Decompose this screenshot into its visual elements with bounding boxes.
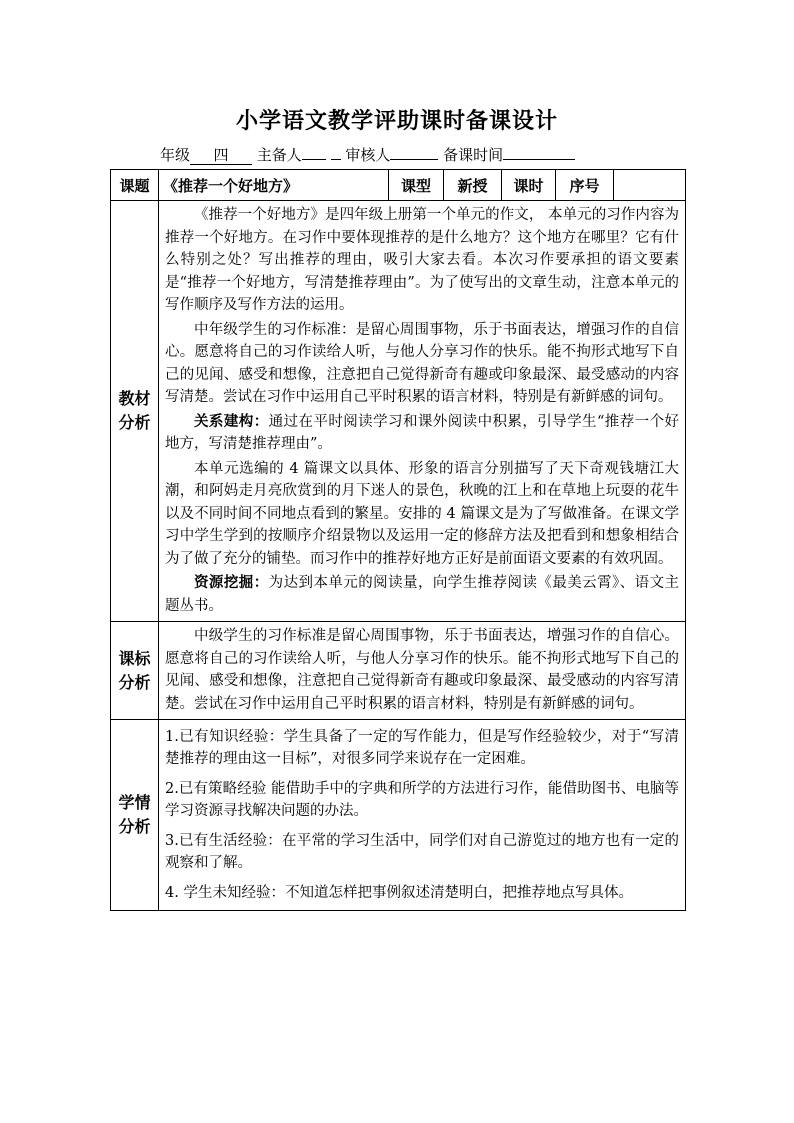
header-row xyxy=(111,170,686,201)
paragraph: 本单元选编的 4 篇课文以具体、形象的语言分别描写了天下奇观钱塘江大潮，和阿妈走月亮欣赏到的月下迷人的景色，秋晚的江上和在草地上玩耍的花牛以及不同时间不同地点看到的繁星。安排的 4 篇课文是为了写做准备。在课文学习中学生学到的按顺序介绍景物以及运用一定的修辞方法及把看到和想象相结合为了做了充分的铺垫。而习作中的推荐好地方正好是前面语文要素的有效巩固。 xyxy=(165,460,679,567)
list-item: 2.已有策略经验 能借助手中的字典和所学的方法进行习作，能借助图书、电脑等学习资源寻找解决问题的办法。 xyxy=(165,781,679,819)
textbook-analysis-content xyxy=(159,201,686,622)
preparer-label: 主备人 xyxy=(256,146,302,164)
lesson-plan-table xyxy=(110,169,686,911)
textbook-analysis-label: 教材 分析 xyxy=(111,201,159,622)
textbook-analysis-row xyxy=(111,201,686,622)
course-value: 《推荐一个好地方》 xyxy=(159,170,389,201)
paragraph: 资源挖掘：为达到本单元的阅读量，向学生推荐阅读《最美云霄》、语文主题丛书。 xyxy=(165,574,680,614)
curriculum-analysis-content xyxy=(159,622,686,720)
meta-line xyxy=(160,144,575,165)
list-item: 1.已有知识经验：学生具备了一定的写作能力，但是写作经验较少，对于“写清楚推荐的理由这一目标”，对很多同学来说存在一定困难。 xyxy=(165,729,679,767)
course-label: 课题 xyxy=(111,170,159,201)
grade-label: 年级 xyxy=(160,146,191,164)
paragraph: 关系建构：通过在平时阅读学习和课外阅读中积累，引导学生“推荐一个好地方，写清楚推荐理由”。 xyxy=(165,412,679,452)
reviewer-field xyxy=(390,159,438,160)
paragraph: 《推荐一个好地方》是四年级上册第一个单元的作文， 本单元的习作内容为推荐一个好地方。在习作中要体现推荐的是什么地方？这个地方在哪里？它有什么特别之处？写出推荐的理由，吸引大家去看。本次习作要承担的语文要素是“推荐一个好地方，写清楚推荐理由”。为了使写出的文章生动，注意本单元的写作顺序及写作方法的运用。 xyxy=(165,207,679,313)
list-item: 3.已有生活经验：在平常的学习生活中，同学们对自己游览过的地方也有一定的观察和了解。 xyxy=(165,833,679,871)
preparer-field xyxy=(302,159,326,160)
curriculum-analysis-label: 课标 分析 xyxy=(111,622,159,720)
time-field xyxy=(503,159,575,160)
grade-field: 四 xyxy=(190,147,252,165)
student-analysis-row xyxy=(111,720,686,911)
student-analysis-label: 学情 分析 xyxy=(111,720,159,911)
type-label: 课型 xyxy=(389,170,444,201)
page-title: 小学语文教学评助课时备课设计 xyxy=(235,108,558,134)
type-value: 新授 xyxy=(444,170,502,201)
preparer-field-tail xyxy=(331,159,341,160)
relation-heading: 关系建构： xyxy=(194,412,269,430)
seq-value xyxy=(614,170,686,201)
paragraph: 中级学生的习作标准是留心周围事物，乐于书面表达，增强习作的自信心。愿意将自己的习作读给人听，与他人分享习作的快乐。能不拘形式地写下自己的见闻、感受和想像，注意把自己觉得新奇有趣或印象最深、最受感动的内容写清楚。尝试在习作中运用自己平时积累的语言材料，特别是有新鲜感的词句。 xyxy=(165,628,679,712)
curriculum-analysis-row xyxy=(111,622,686,720)
paragraph: 中年级学生的习作标准：是留心周围事物，乐于书面表达，增强习作的自信心。愿意将自己的习作读给人听，与他人分享习作的快乐。能不拘形式地写下自己的见闻、感受和想像，注意把自己觉得新奇有趣或印象最深、最受感动的内容写清楚。尝试在习作中运用自己平时积累的语言材料，特别是有新鲜感的词句。 xyxy=(165,321,679,405)
period-label: 课时 xyxy=(502,170,556,201)
student-analysis-content xyxy=(159,720,686,911)
time-label: 备课时间 xyxy=(443,146,504,164)
seq-label: 序号 xyxy=(556,170,614,201)
resource-heading: 资源挖掘： xyxy=(194,574,269,591)
reviewer-label: 审核人 xyxy=(345,146,391,164)
list-item: 4. 学生未知经验：不知道怎样把事例叙述清楚明白，把推荐地点写具体。 xyxy=(165,885,633,901)
